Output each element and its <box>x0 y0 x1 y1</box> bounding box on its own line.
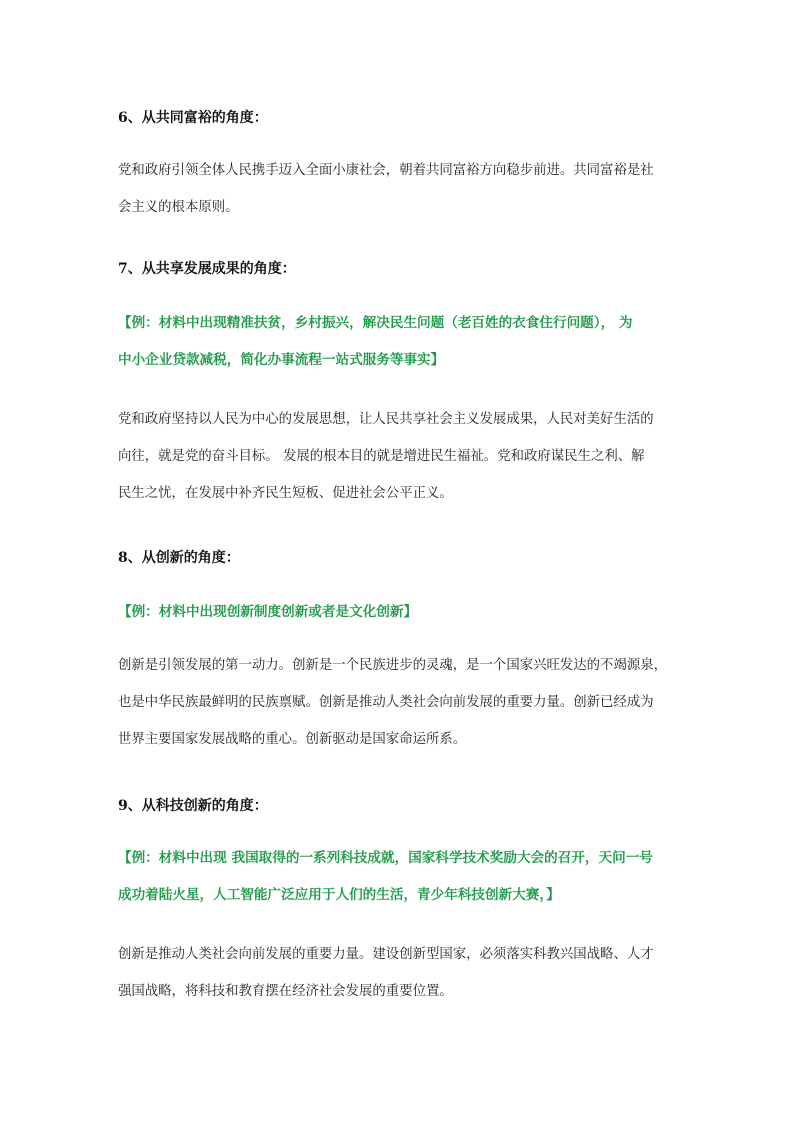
section-8 <box>118 548 683 568</box>
paragraph-line: 党和政府引领全体人民携手迈入全面小康社会，朝着共同富裕方向稳步前进。共同富裕是社 <box>118 163 654 178</box>
paragraph-line: 强国战略，将科技和教育摆在经济社会发展的重要位置。 <box>118 984 453 999</box>
paragraph-line: 党和政府坚持以人民为中心的发展思想，让人民共享社会主义发展成果，人民对美好生活的 <box>118 412 654 427</box>
section-heading: 7、从共享发展成果的角度： <box>118 261 296 277</box>
section-heading: 6、从共同富裕的角度： <box>118 110 268 126</box>
paragraph-line: 民生之忧，在发展中补齐民生短板、促进社会公平正义。 <box>118 486 453 501</box>
example-line: 【例：材料中出现 我国取得的一系列科技成就，国家科学技术奖励大会的召开，天问一号 <box>118 850 653 866</box>
example-line: 成功着陆火星，人工智能广泛应用于人们的生活，青少年科技创新大赛，】 <box>118 887 560 903</box>
section-paragraph <box>118 152 683 226</box>
section-6-body <box>118 152 683 226</box>
example-callout <box>118 305 683 379</box>
section-9-example <box>118 840 683 914</box>
section-9-body <box>118 936 683 1010</box>
section-9 <box>118 796 683 816</box>
section-7 <box>118 259 683 279</box>
example-callout <box>118 594 683 631</box>
section-7-body <box>118 401 683 512</box>
example-line: 【例：材料中出现创新制度创新或者是文化创新】 <box>118 604 418 620</box>
paragraph-line: 会主义的根本原则。 <box>118 200 239 215</box>
paragraph-line: 创新是推动人类社会向前发展的重要力量。建设创新型国家，必须落实科教兴国战略、人才 <box>118 947 654 962</box>
example-line: 【例：材料中出现精准扶贫，乡村振兴，解决民生问题（老百姓的衣食住行问题）， 为 <box>118 315 633 331</box>
section-paragraph <box>118 936 683 1010</box>
section-8-body <box>118 647 683 758</box>
paragraph-line: 向往，就是党的奋斗目标。 发展的根本目的就是增进民生福祉。党和政府谋民生之利、解 <box>118 449 645 464</box>
section-heading: 8、从创新的角度： <box>118 550 240 566</box>
example-callout <box>118 840 683 914</box>
section-paragraph <box>118 647 683 758</box>
section-paragraph <box>118 401 683 512</box>
paragraph-line: 创新是引领发展的第一动力。创新是一个民族进步的灵魂，是一个国家兴旺发达的不竭源泉， <box>118 658 668 673</box>
section-8-example <box>118 594 683 631</box>
paragraph-line: 世界主要国家发展战略的重心。创新驱动是国家命运所系。 <box>118 732 467 747</box>
section-heading: 9、从科技创新的角度： <box>118 798 268 814</box>
section-7-example <box>118 305 683 379</box>
paragraph-line: 也是中华民族最鲜明的民族禀赋。创新是推动人类社会向前发展的重要力量。创新已经成为 <box>118 695 654 710</box>
section-6 <box>118 108 683 128</box>
example-line: 中小企业贷款减税，简化办事流程一站式服务等事实】 <box>118 352 445 368</box>
